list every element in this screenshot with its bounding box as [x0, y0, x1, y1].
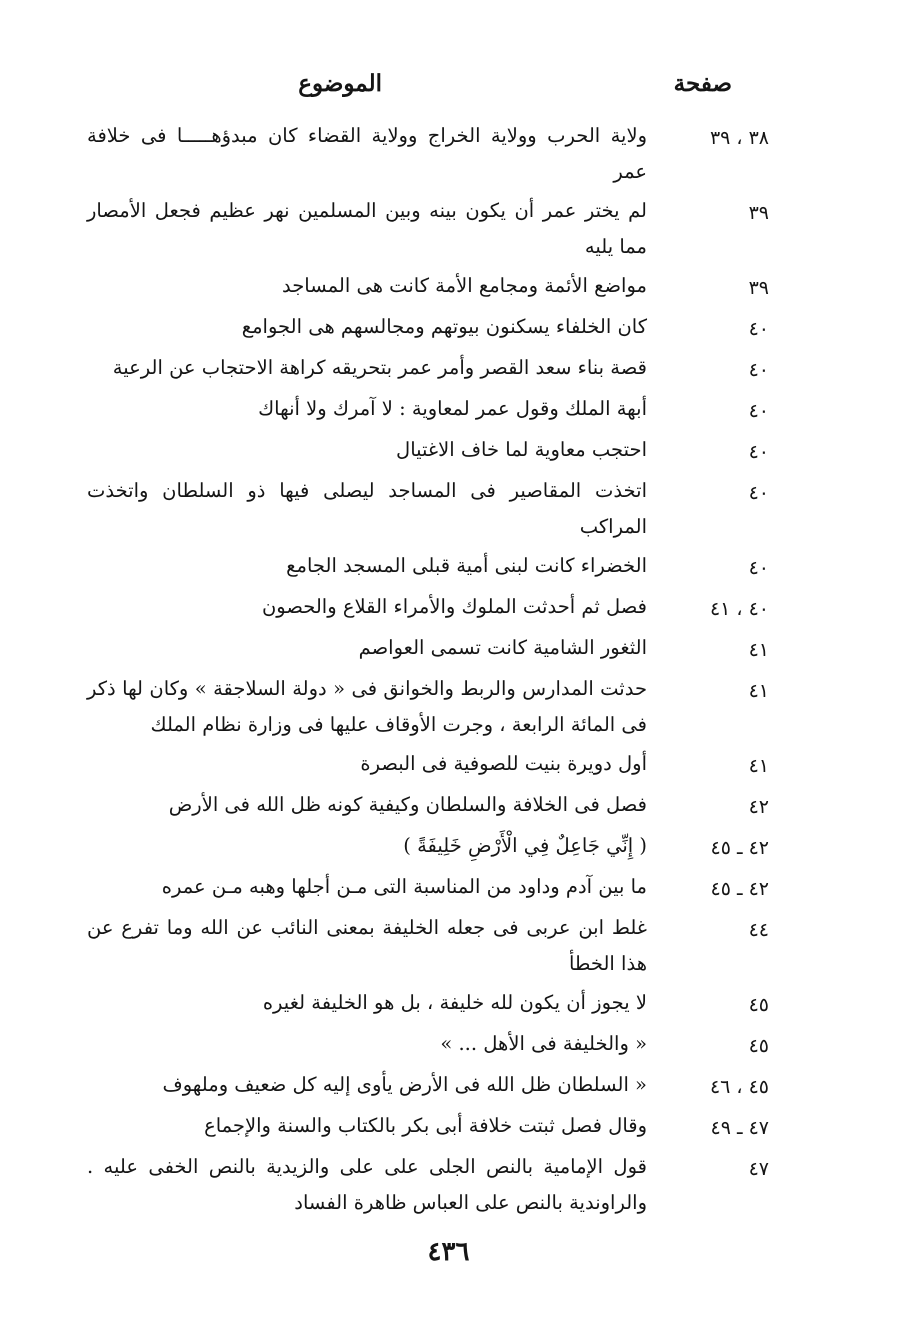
entry-page-ref: ٤٠ — [748, 441, 769, 463]
entry-topic: حدثت المدارس والربط والخوانق فى « دولة السلاجقة » وكان لها ذكر فى المائة الرابعة ، وجرت الأوقاف عليها فى وزارة نظام الملك — [87, 677, 647, 736]
entry-page-ref: ٤٤ — [748, 919, 769, 941]
entry-topic: قول الإمامية بالنص الجلى على على والزيدية بالنص الخفى عليه . والراوندية بالنص على العباس ظاهرة الفساد — [87, 1155, 647, 1214]
entry-topic: الخضراء كانت لبنى أمية قبلى المسجد الجامع — [286, 554, 647, 577]
entry-page-ref: ٣٩ — [748, 202, 769, 224]
index-entry — [0, 268, 897, 306]
index-entry — [0, 548, 897, 586]
entry-page-ref: ٤٠ — [748, 318, 769, 340]
entry-topic: لم يختر عمر أن يكون بينه وبين المسلمين نهر عظيم فجعل الأمصار مما يليه — [87, 199, 647, 258]
entry-page-ref: ٤٧ — [748, 1158, 769, 1180]
entry-page-ref: ٤٠ ، ٤١ — [709, 598, 769, 620]
index-entry — [0, 1108, 897, 1146]
index-entry — [0, 869, 897, 907]
entry-page-ref: ٤٢ ـ ٤٥ — [710, 837, 769, 859]
page-column-heading: صفحة — [673, 70, 732, 97]
entry-topic: « السلطان ظل الله فى الأرض يأوى إليه كل ضعيف وملهوف — [162, 1073, 647, 1096]
entry-page-ref: ٤٠ — [748, 359, 769, 381]
entry-page-ref: ٣٨ ، ٣٩ — [709, 127, 769, 149]
entry-topic: لا يجوز أن يكون لله خليفة ، بل هو الخليفة لغيره — [262, 991, 647, 1014]
entry-page-ref: ٤١ — [748, 680, 769, 702]
entry-topic: أبهة الملك وقول عمر لمعاوية : لا آمرك ولا أنهاك — [258, 397, 647, 420]
entry-topic: اتخذت المقاصير فى المساجد ليصلى فيها ذو السلطان واتخذت المراكب — [87, 479, 647, 538]
entry-page-ref: ٤٢ ـ ٤٥ — [710, 878, 769, 900]
entry-topic: قصة بناء سعد القصر وأمر عمر بتحريقه كراهة الاحتجاب عن الرعية — [112, 356, 647, 379]
entry-topic: أول دويرة بنيت للصوفية فى البصرة — [360, 752, 647, 775]
index-entry — [0, 828, 897, 866]
index-entry — [0, 1067, 897, 1105]
entry-page-ref: ٤٧ ـ ٤٩ — [710, 1117, 769, 1139]
index-entry — [0, 589, 897, 627]
page-number: ٤٣٦ — [427, 1237, 470, 1267]
entry-topic: ولاية الحرب وولاية الخراج وولاية القضاء كان مبدؤهـــــا فى خلافة عمر — [87, 124, 647, 183]
index-entry — [0, 432, 897, 470]
entry-topic: وقال فصل ثبتت خلافة أبى بكر بالكتاب والسنة والإجماع — [204, 1114, 647, 1137]
index-entry — [0, 350, 897, 388]
entry-topic: الثغور الشامية كانت تسمى العواصم — [358, 636, 647, 659]
index-entry — [0, 391, 897, 429]
entry-page-ref: ٤٥ ، ٤٦ — [709, 1076, 769, 1098]
index-entry — [0, 630, 897, 668]
entry-topic: كان الخلفاء يسكنون بيوتهم ومجالسهم هى الجوامع — [241, 315, 647, 338]
entry-page-ref: ٤٠ — [748, 482, 769, 504]
entry-topic: غلط ابن عربى فى جعله الخليفة بمعنى النائب عن الله وما تفرع عن هذا الخطأ — [87, 916, 647, 975]
index-entry — [0, 473, 897, 545]
index-entry — [0, 671, 897, 743]
index-entry — [0, 193, 897, 265]
entry-page-ref: ٤٠ — [748, 557, 769, 579]
entry-topic: ( إِنِّي جَاعِلٌ فِي الْأَرْضِ خَلِيفَةً ) — [403, 834, 647, 857]
index-entry — [0, 985, 897, 1023]
entry-page-ref: ٤١ — [748, 639, 769, 661]
index-entries — [0, 118, 897, 1224]
column-header — [0, 62, 897, 106]
entry-page-ref: ٤٢ — [748, 796, 769, 818]
entry-topic: مواضع الأئمة ومجامع الأمة كانت هى المساجد — [281, 274, 647, 297]
index-entry — [0, 1026, 897, 1064]
index-entry — [0, 118, 897, 190]
index-entry — [0, 309, 897, 347]
entry-page-ref: ٤٠ — [748, 400, 769, 422]
topic-column-heading: الموضوع — [298, 70, 382, 97]
entry-page-ref: ٤٥ — [748, 994, 769, 1016]
entry-page-ref: ٤١ — [748, 755, 769, 777]
entry-topic: ما بين آدم وداود من المناسبة التى مـن أجلها وهبه مـن عمره — [161, 875, 647, 898]
index-entry — [0, 746, 897, 784]
index-entry — [0, 787, 897, 825]
entry-page-ref: ٤٥ — [748, 1035, 769, 1057]
entry-topic: احتجب معاوية لما خاف الاغتيال — [396, 438, 647, 461]
entry-topic: « والخليفة فى الأهل ... » — [440, 1032, 647, 1055]
entry-topic: فصل ثم أحدثت الملوك والأمراء القلاع والحصون — [261, 595, 647, 618]
index-entry — [0, 910, 897, 982]
entry-page-ref: ٣٩ — [748, 277, 769, 299]
index-entry — [0, 1149, 897, 1221]
entry-topic: فصل فى الخلافة والسلطان وكيفية كونه ظل الله فى الأرض — [168, 793, 647, 816]
